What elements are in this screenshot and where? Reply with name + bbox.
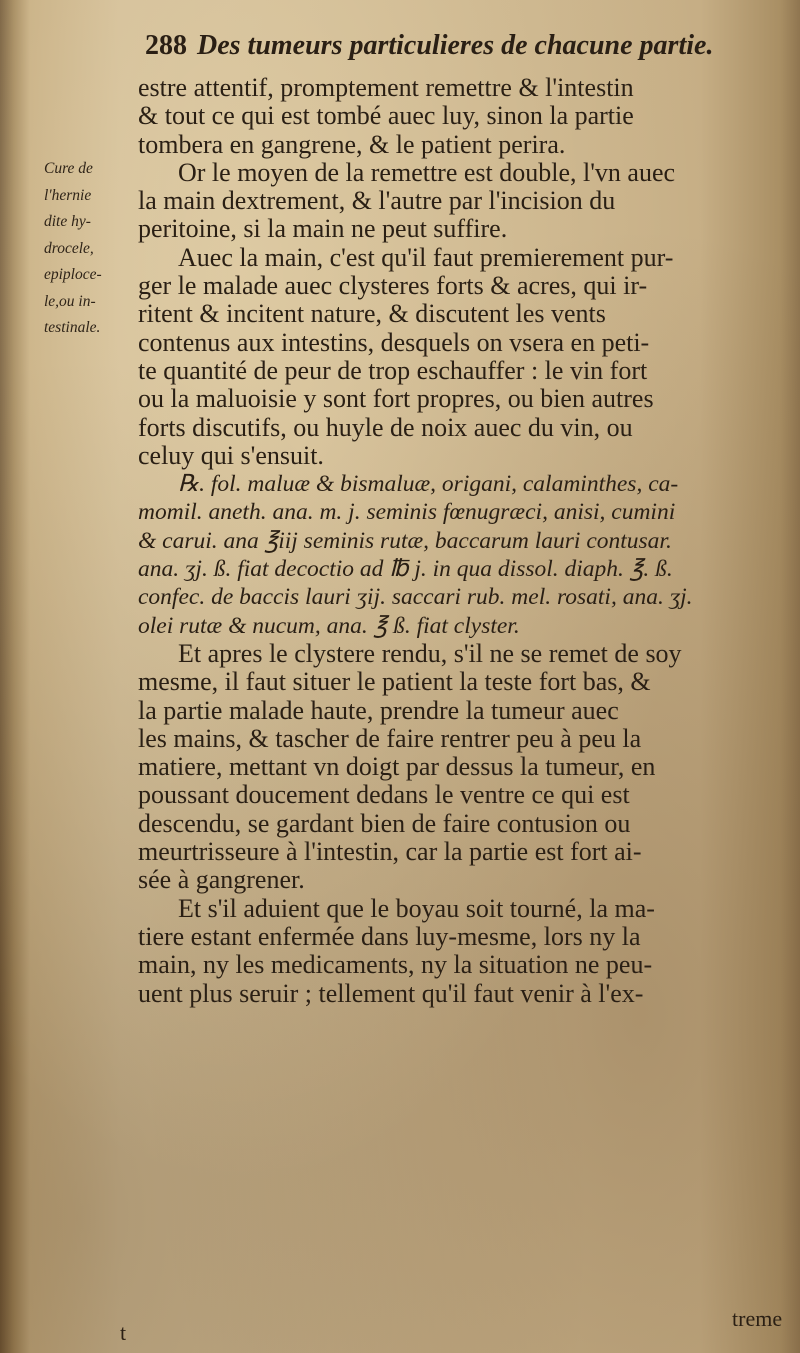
text-line: contenus aux intestins, desquels on vsera en peti- (138, 328, 650, 357)
margin-note-line: Cure de (44, 160, 93, 177)
recipe-line: confec. de baccis lauri ʒij. saccari rub. mel. rosati, ana. ʒj. (138, 584, 693, 611)
recipe-line: & carui. ana ℥iij seminis rutæ, baccarum lauri contusar. (138, 527, 672, 554)
recipe-line: momil. aneth. ana. m. j. seminis fœnugræci, anisi, cumini (138, 499, 676, 526)
text-line: ger le malade auec clysteres forts & acres, qui ir- (138, 272, 648, 301)
recipe-line: ℞. fol. maluæ & bismaluæ, origani, calaminthes, ca- (178, 471, 679, 498)
text-line: Auec la main, c'est qu'il faut premierement pur- (178, 243, 674, 272)
margin-note-line: dite hy- (44, 213, 91, 230)
margin-note-line: testinale. (44, 319, 101, 336)
text-line: ritent & incitent nature, & discutent les vents (138, 300, 606, 329)
running-title: Des tumeurs particulieres de chacune partie. (197, 30, 714, 61)
text-line: te quantité de peur de trop eschauffer : le vin fort (138, 356, 648, 385)
text-line: Or le moyen de la remettre est double, l'vn auec (178, 158, 676, 187)
text-line: main, ny les medicaments, ny la situation ne peu- (138, 951, 653, 980)
text-line: descendu, se gardant bien de faire contusion ou (138, 809, 631, 838)
text-line: les mains, & tascher de faire rentrer peu à peu la (138, 724, 642, 753)
margin-note-line: l'hernie (44, 186, 92, 204)
running-header (145, 30, 795, 70)
text-line: Et apres le clystere rendu, s'il ne se remet de soy (178, 639, 682, 668)
text-line: estre attentif, promptement remettre & l'intestin (138, 74, 634, 102)
text-line: ou la maluoisie y sont fort propres, ou bien autres (138, 385, 654, 414)
margin-note-line: le,ou in- (44, 292, 96, 310)
page-number: 288 (145, 30, 187, 61)
text-line: matiere, mettant vn doigt par dessus la tumeur, en (138, 753, 656, 782)
catchword: treme (732, 1306, 783, 1331)
text-line: tombera en gangrene, & le patient perira. (138, 130, 566, 159)
text-line: tiere estant enfermée dans luy-mesme, lors ny la (138, 922, 641, 951)
text-line: celuy qui s'ensuit. (138, 441, 324, 470)
margin-note-line: drocele, (44, 239, 94, 257)
text-line: sée à gangrener. (138, 866, 305, 895)
text-line: poussant doucement dedans le ventre ce qui est (138, 781, 630, 810)
text-line: mesme, il faut situer le patient la teste fort bas, & (138, 668, 651, 697)
text-line: la main dextrement, & l'autre par l'incision du (138, 187, 616, 216)
text-line: forts discutifs, ou huyle de noix auec du vin, ou (138, 413, 633, 442)
margin-note-line: epiploce- (44, 266, 102, 283)
margin-note (44, 156, 144, 342)
text-line: & tout ce qui est tombé auec luy, sinon la partie (138, 102, 634, 131)
recipe-line: ana. ʒj. ß. fiat decoctio ad ℔ j. in qua dissol. diaph. ℥. ß. (138, 556, 673, 583)
text-line: uent plus seruir ; tellement qu'il faut venir à l'ex- (138, 979, 644, 1008)
signature-mark: t (120, 1320, 127, 1345)
text-line: meurtrisseure à l'intestin, car la partie est fort ai- (138, 838, 642, 867)
text-line: la partie malade haute, prendre la tumeur auec (138, 696, 619, 725)
text-line: Et s'il aduient que le boyau soit tourné, la ma- (178, 894, 655, 923)
recipe-line: olei rutæ & nucum, ana. ℥ ß. fiat clyster. (138, 612, 520, 639)
body-text (138, 74, 793, 1008)
text-line: peritoine, si la main ne peut suffire. (138, 215, 508, 244)
